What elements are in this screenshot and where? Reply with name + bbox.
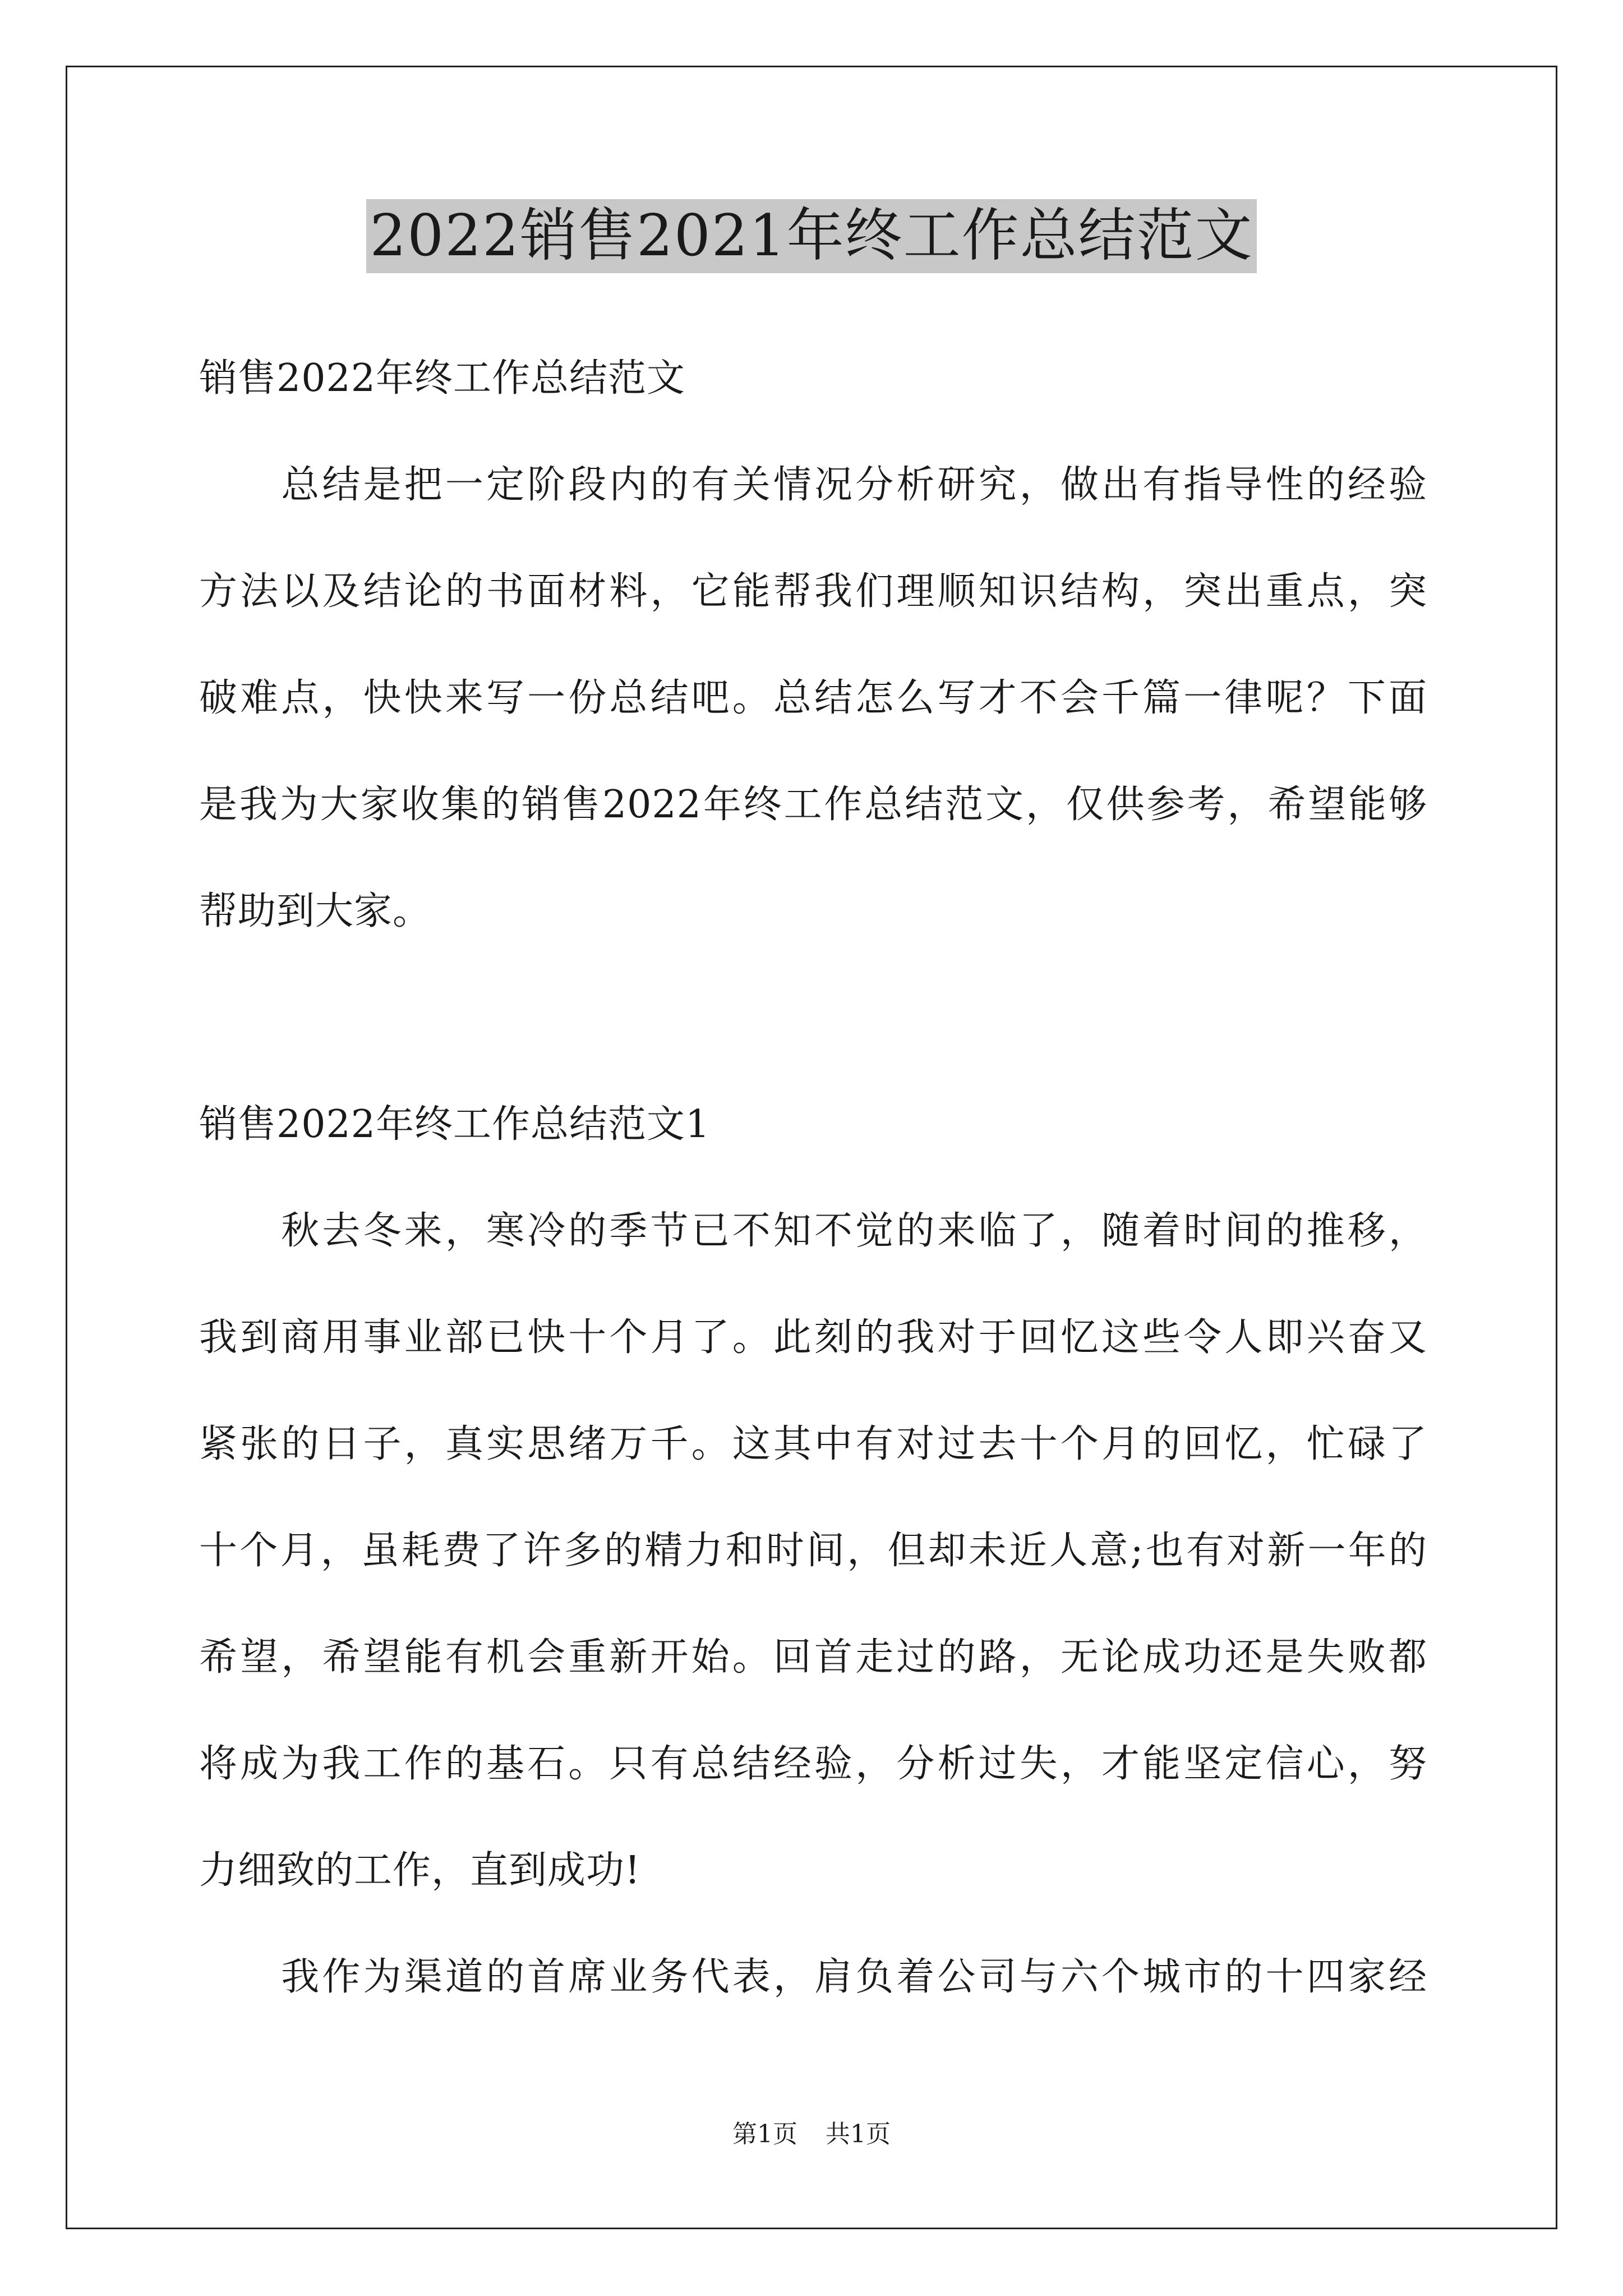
intro-line: 破难点，快快来写一份总结吧。总结怎么写才不会千篇一律呢？下面 [199,676,1427,720]
intro-line: 方法以及结论的书面材料，它能帮我们理顺知识结构，突出重点，突 [199,569,1427,614]
body-line: 希望，希望能有机会重新开始。回首走过的路，无论成功还是失败都 [199,1635,1427,1680]
body-line: 我作为渠道的首席业务代表，肩负着公司与六个城市的十四家经 [199,1955,1427,1999]
intro-line: 是我为大家收集的销售2022年终工作总结范文，仅供参考，希望能够 [199,783,1427,827]
body-line: 我到商用事业部已快十个月了。此刻的我对于回忆这些令人即兴奋又 [199,1315,1427,1360]
page-total: 共1页 [826,2120,891,2148]
page-number: 第1页 [732,2120,797,2148]
title-container [0,199,1623,273]
body-line: 力细致的工作，直到成功! [199,1848,641,1893]
subtitle: 销售2022年终工作总结范文 [199,356,686,401]
body-line: 秋去冬来，寒冷的季节已不知不觉的来临了，随着时间的推移， [199,1209,1427,1253]
section-heading: 销售2022年终工作总结范文1 [199,1102,711,1147]
document-title: 2022销售2021年终工作总结范文 [366,199,1256,273]
body-line: 将成为我工作的基石。只有总结经验，分析过失，才能坚定信心，努 [199,1742,1427,1786]
body-line: 紧张的日子，真实思绪万千。这其中有对过去十个月的回忆，忙碌了 [199,1422,1427,1466]
intro-line: 总结是把一定阶段内的有关情况分析研究，做出有指导性的经验 [199,463,1427,507]
intro-line: 帮助到大家。 [199,889,432,933]
page-footer [0,2118,1623,2151]
body-line: 十个月，虽耗费了许多的精力和时间，但却未近人意;也有对新一年的 [199,1529,1427,1573]
